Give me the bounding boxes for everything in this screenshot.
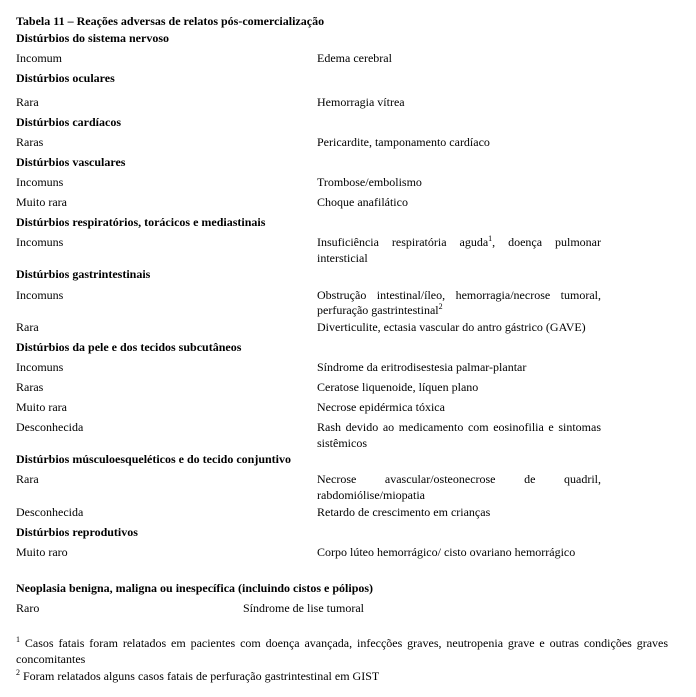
- reaction-cell: [317, 235, 601, 249]
- reaction-cell: Trombose/embolismo: [317, 175, 422, 189]
- freq-cell: Raro: [16, 601, 40, 615]
- freq-cell: Muito rara: [16, 195, 67, 209]
- reaction-cell: Choque anafilático: [317, 195, 408, 209]
- freq-cell: Desconhecida: [16, 505, 84, 519]
- freq-cell: Raras: [16, 135, 44, 149]
- reaction-text: Insuficiência respiratória aguda: [317, 235, 489, 249]
- reaction-text: , doença pulmonar: [492, 235, 602, 249]
- section-heading-reprodutivos: Distúrbios reprodutivos: [16, 525, 138, 539]
- reaction-cell-continued: sistêmicos: [317, 436, 367, 450]
- footnote-ref: 1: [488, 234, 493, 243]
- freq-cell: Rara: [16, 472, 39, 486]
- reaction-text: perfuração gastrintestinal: [317, 303, 439, 317]
- footnote-mark: 1: [16, 635, 20, 644]
- reaction-cell: Ceratose liquenoide, líquen plano: [317, 380, 479, 394]
- freq-cell: Rara: [16, 95, 39, 109]
- reaction-cell-continued: intersticial: [317, 251, 368, 265]
- freq-cell: Incomuns: [16, 288, 64, 302]
- footnote-text: Foram relatados alguns casos fatais de perfuração gastrintestinal em GIST: [23, 669, 380, 683]
- reaction-cell: Retardo de crescimento em crianças: [317, 505, 491, 519]
- section-heading-neoplasia: Neoplasia benigna, maligna ou inespecífica (incluindo cistos e pólipos): [16, 581, 374, 595]
- reaction-cell: Obstrução intestinal/íleo, hemorragia/necrose tumoral,: [317, 288, 601, 302]
- freq-cell: Incomuns: [16, 360, 64, 374]
- freq-cell: Rara: [16, 320, 39, 334]
- footnote-ref: 2: [438, 302, 443, 311]
- footnote-1: [16, 635, 668, 667]
- reaction-cell: Corpo lúteo hemorrágico/ cisto ovariano hemorrágico: [317, 545, 576, 559]
- footnote-text: Casos fatais foram relatados em pacientes com doença avançada, infecções graves, neutropenia grave e outras condições graves concomitantes: [16, 636, 669, 666]
- section-heading-respiratorios: Distúrbios respiratórios, torácicos e mediastinais: [16, 215, 266, 229]
- freq-cell: Muito rara: [16, 400, 67, 414]
- freq-cell: Incomuns: [16, 175, 64, 189]
- footnote-mark: 2: [16, 668, 20, 677]
- reaction-cell: Edema cerebral: [317, 51, 392, 65]
- section-heading-gastro: Distúrbios gastrintestinais: [16, 267, 151, 281]
- reaction-cell: Síndrome de lise tumoral: [243, 601, 364, 615]
- reaction-cell: Diverticulite, ectasia vascular do antro gástrico (GAVE): [317, 320, 586, 334]
- freq-cell: Muito raro: [16, 545, 68, 559]
- reaction-cell: Necrose avascular/osteonecrose de quadril,: [317, 472, 601, 486]
- section-heading-cardiacos: Distúrbios cardíacos: [16, 115, 121, 129]
- section-heading-pele: Distúrbios da pele e dos tecidos subcutâneos: [16, 340, 242, 354]
- freq-cell: Incomum: [16, 51, 62, 65]
- reaction-cell: Necrose epidérmica tóxica: [317, 400, 445, 414]
- table-title: Tabela 11 – Reações adversas de relatos pós-comercialização: [16, 14, 325, 28]
- reaction-cell: Hemorragia vítrea: [317, 95, 405, 109]
- reaction-cell: Rash devido ao medicamento com eosinofilia e sintomas: [317, 420, 601, 434]
- freq-cell: Incomuns: [16, 235, 64, 249]
- freq-cell: Raras: [16, 380, 44, 394]
- freq-cell: Desconhecida: [16, 420, 84, 434]
- reaction-cell: Pericardite, tamponamento cardíaco: [317, 135, 490, 149]
- reaction-cell: Síndrome da eritrodisestesia palmar-plantar: [317, 360, 527, 374]
- section-heading-vasculares: Distúrbios vasculares: [16, 155, 126, 169]
- footnote-2: [16, 668, 668, 684]
- reaction-cell-continued: rabdomiólise/miopatia: [317, 488, 425, 502]
- reaction-cell-continued: [317, 303, 443, 317]
- section-heading-musculo: Distúrbios músculoesqueléticos e do tecido conjuntivo: [16, 452, 292, 466]
- section-heading-oculares: Distúrbios oculares: [16, 71, 115, 85]
- section-heading-nervoso: Distúrbios do sistema nervoso: [16, 31, 170, 45]
